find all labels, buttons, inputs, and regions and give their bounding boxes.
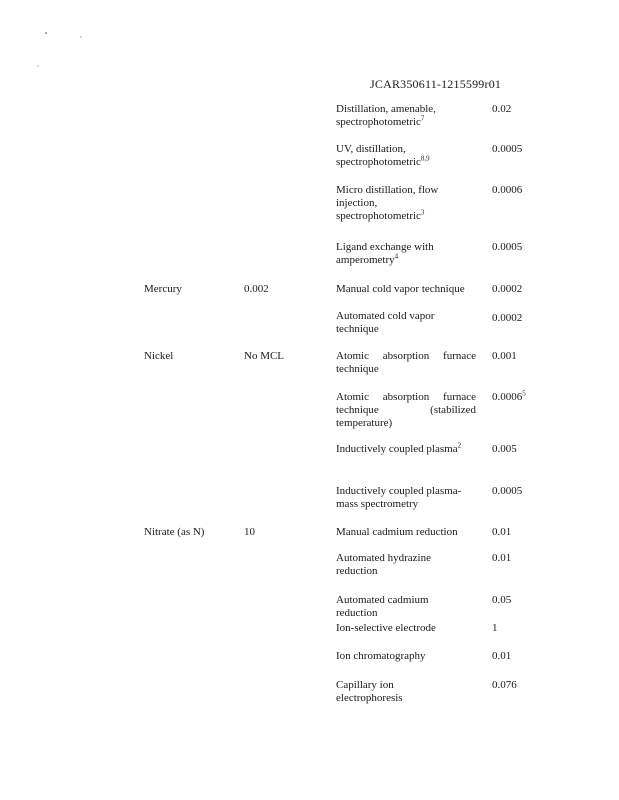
method-text: Automated hydrazine reduction: [336, 552, 431, 577]
detection-cell: [492, 283, 572, 296]
detection-cell: [492, 594, 572, 607]
method-text: Automated cold vapor technique: [336, 310, 435, 335]
detection-value: 0.0005: [492, 143, 523, 155]
detection-cell: [492, 526, 572, 539]
mcl-value: 10: [244, 526, 255, 538]
detection-value: 0.0005: [492, 485, 523, 497]
method-text: Ion chromatography: [336, 650, 426, 662]
detection-value: 0.01: [492, 526, 512, 538]
detection-value: 0.05: [492, 594, 512, 606]
detection-value: 0.0002: [492, 312, 523, 324]
detection-cell: [492, 241, 572, 254]
detection-cell: [492, 443, 572, 456]
method-cell: [336, 594, 454, 620]
detection-value: 0.01: [492, 650, 512, 662]
method-text: Ion-selective electrode: [336, 622, 436, 634]
method-cell: [336, 485, 478, 511]
method-text: Manual cold vapor technique: [336, 283, 465, 295]
method-text: Atomic absorption furnace technique: [336, 350, 476, 375]
method-footnote: 8,9: [420, 154, 430, 163]
method-text: Inductively coupled plasma-mass spectrometry: [336, 485, 462, 510]
method-cell: [336, 184, 454, 223]
detection-cell: [492, 312, 572, 325]
detection-cell: [492, 391, 572, 404]
method-text: Distillation, amenable, spectrophotometric: [336, 103, 436, 128]
detection-value: 0.0005: [492, 241, 523, 253]
method-text: Manual cadmium reduction: [336, 526, 458, 538]
method-text: Micro distillation, flow injection, spectrophotometric: [336, 184, 439, 222]
method-cell: [336, 650, 486, 663]
document-id: JCAR350611-1215599r01: [370, 77, 502, 91]
contaminant-name: Nitrate (as N): [144, 526, 205, 538]
contaminant-name: Mercury: [144, 283, 182, 295]
detection-cell: [492, 650, 572, 663]
method-cell: [336, 241, 454, 267]
mcl-value: No MCL: [244, 350, 285, 362]
detection-cell: [492, 679, 572, 692]
detection-value: 0.0006: [492, 391, 523, 403]
detection-cell: [492, 103, 572, 116]
detection-footnote: 5: [522, 389, 526, 398]
detection-value: 0.0002: [492, 283, 523, 295]
method-footnote: 4: [394, 252, 399, 261]
method-text: Automated cadmium reduction: [336, 594, 429, 619]
detection-cell: [492, 622, 572, 635]
method-text: Ligand exchange with amperometry: [336, 241, 434, 266]
method-cell: [336, 443, 488, 456]
mcl-value: 0.002: [244, 283, 269, 295]
detection-value: 0.005: [492, 443, 517, 455]
detection-cell: [492, 350, 572, 363]
method-footnote: 7: [420, 114, 425, 123]
detection-value: 0.001: [492, 350, 517, 362]
method-text: Inductively coupled plasma: [336, 443, 458, 455]
detection-cell: [492, 184, 572, 197]
detection-value: 1: [492, 622, 498, 634]
method-cell: [336, 679, 446, 705]
method-cell: [336, 350, 476, 376]
method-cell: [336, 143, 446, 169]
method-cell: [336, 391, 476, 430]
method-footnote: 2: [457, 441, 462, 450]
method-cell: [336, 283, 486, 296]
detection-cell: [492, 143, 572, 156]
detection-value: 0.076: [492, 679, 517, 691]
method-text: Atomic absorption furnace technique (stabilized temperature): [336, 391, 476, 429]
detection-value: 0.01: [492, 552, 512, 564]
method-cell: [336, 103, 454, 129]
method-cell: [336, 526, 486, 539]
method-cell: [336, 622, 486, 635]
method-footnote: 3: [420, 208, 425, 217]
method-cell: [336, 310, 454, 336]
contaminant-name: Nickel: [144, 350, 174, 362]
detection-value: 0.0006: [492, 184, 523, 196]
method-cell: [336, 552, 454, 578]
detection-value: 0.02: [492, 103, 512, 115]
method-text: UV, distillation, spectrophotometric: [336, 143, 421, 168]
detection-cell: [492, 552, 572, 565]
detection-cell: [492, 485, 572, 498]
method-text: Capillary ion electrophoresis: [336, 679, 403, 704]
